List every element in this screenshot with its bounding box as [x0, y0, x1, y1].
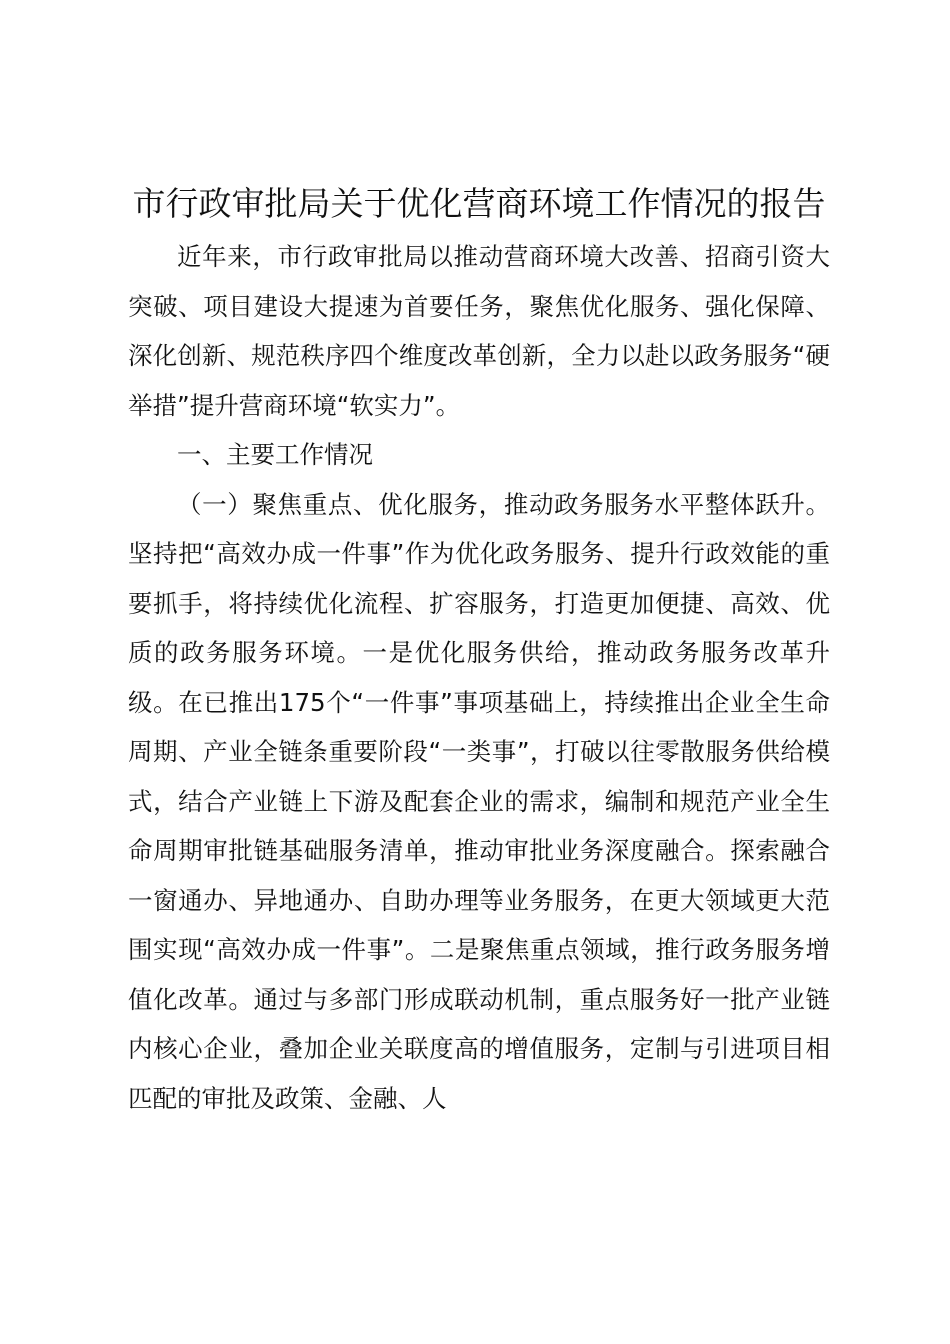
section-1-paragraph: （一）聚焦重点、优化服务，推动政务服务水平整体跃升。坚持把“高效办成一件事”作为优化政务服务、提升行政效能的重要抓手，将持续优化流程、扩容服务，打造更加便捷、高效、优质的政务服务环境。一是优化服务供给，推动政务服务改革升级。在已推出175个“一件事”事项基础上，持续推出企业全生命周期、产业全链条重要阶段“一类事”，打破以往零散服务供给模式，结合产业链上下游及配套企业的需求，编制和规范产业全生命周期审批链基础服务清单，推动审批业务深度融合。探索融合一窗通办、异地通办、自助办理等业务服务，在更大领域更大范围实现“高效办成一件事”。二是聚焦重点领域，推行政务服务增值化改革。通过与多部门形成联动机制，重点服务好一批产业链内核心企业，叠加企业关联度高的增值服务，定制与引进项目相匹配的审批及政策、金融、人 [128, 489, 830, 1113]
document-title: 市行政审批局关于优化营商环境工作情况的报告 [132, 184, 826, 223]
document-page [128, 180, 830, 1123]
intro-paragraph: 近年来，市行政审批局以推动营商环境大改善、招商引资大突破、项目建设大提速为首要任务，聚焦优化服务、强化保障、深化创新、规范秩序四个维度改革创新，全力以赴以政务服务“硬举措”提升营商环境“软实力”。 [128, 242, 830, 420]
section-heading: 一、主要工作情况 [177, 440, 373, 469]
